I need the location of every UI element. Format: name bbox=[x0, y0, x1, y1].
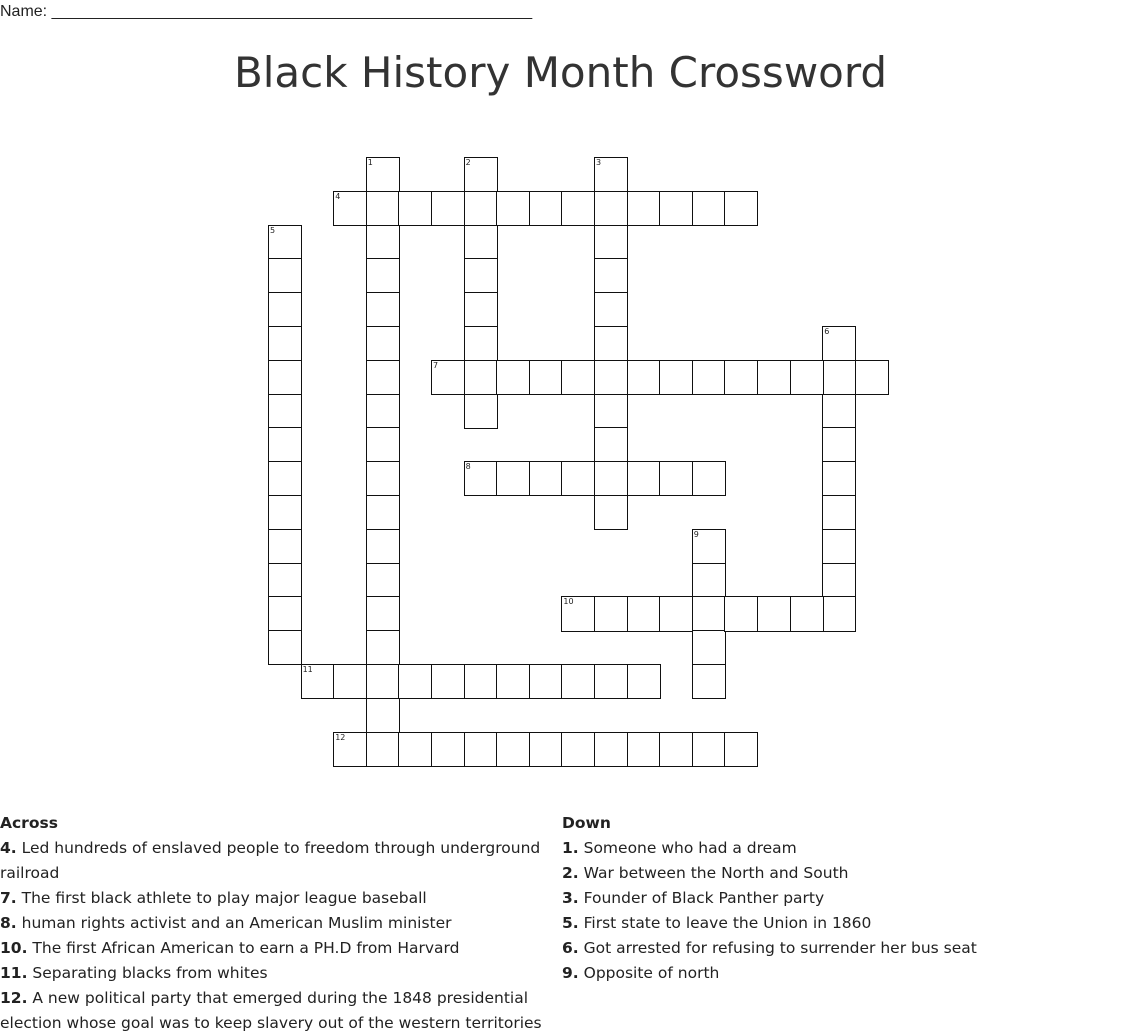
clue-number: 12. bbox=[0, 989, 28, 1007]
grid-cell[interactable] bbox=[692, 360, 726, 395]
grid-cell[interactable] bbox=[692, 529, 726, 564]
grid-cell[interactable] bbox=[496, 360, 530, 395]
grid-cell[interactable] bbox=[431, 732, 465, 767]
grid-cell[interactable] bbox=[366, 225, 400, 260]
grid-cell[interactable] bbox=[822, 596, 856, 631]
grid-cell[interactable] bbox=[496, 191, 530, 226]
grid-cell[interactable] bbox=[268, 461, 302, 496]
cell-number: 7 bbox=[433, 360, 439, 370]
grid-cell[interactable] bbox=[268, 495, 302, 530]
grid-cell[interactable] bbox=[366, 191, 400, 226]
grid-cell[interactable] bbox=[627, 191, 661, 226]
grid-cell[interactable] bbox=[692, 732, 726, 767]
grid-cell[interactable] bbox=[692, 563, 726, 598]
grid-cell[interactable] bbox=[822, 427, 856, 462]
clue-text: The first black athlete to play major league baseball bbox=[16, 889, 427, 907]
grid-cell[interactable] bbox=[822, 529, 856, 564]
grid-cell[interactable] bbox=[855, 360, 889, 395]
down-clue bbox=[562, 911, 1112, 936]
grid-cell[interactable] bbox=[464, 326, 498, 361]
grid-cell[interactable] bbox=[464, 157, 498, 192]
cell-number: 10 bbox=[563, 597, 574, 607]
grid-cell[interactable] bbox=[464, 191, 498, 226]
cell-number: 1 bbox=[367, 158, 373, 167]
grid-cell[interactable] bbox=[333, 191, 367, 226]
grid-cell[interactable] bbox=[366, 258, 400, 293]
down-header: Down bbox=[562, 814, 611, 832]
grid-cell[interactable] bbox=[594, 664, 628, 699]
grid-cell[interactable] bbox=[431, 191, 465, 226]
grid-cell[interactable] bbox=[594, 394, 628, 429]
grid-cell[interactable] bbox=[594, 326, 628, 361]
grid-cell[interactable] bbox=[366, 360, 400, 395]
clue-text: The first African American to earn a PH.D from Harvard bbox=[27, 939, 460, 957]
clue-text: Founder of Black Panther party bbox=[578, 889, 825, 907]
grid-cell[interactable] bbox=[627, 596, 661, 631]
grid-cell[interactable] bbox=[561, 596, 595, 631]
grid-cell[interactable] bbox=[659, 360, 693, 395]
clue-text: human rights activist and an American Muslim minister bbox=[16, 914, 452, 932]
grid-cell[interactable] bbox=[822, 394, 856, 429]
grid-cell[interactable] bbox=[594, 461, 628, 496]
grid-cell[interactable] bbox=[561, 461, 595, 496]
clue-number: 5. bbox=[562, 914, 579, 932]
grid-cell[interactable] bbox=[757, 360, 791, 395]
grid-cell[interactable] bbox=[594, 360, 628, 395]
clue-text: Separating blacks from whites bbox=[27, 964, 268, 982]
grid-cell[interactable] bbox=[627, 360, 661, 395]
cell-number: 2 bbox=[465, 158, 471, 167]
grid-cell[interactable] bbox=[790, 596, 824, 631]
across-clue bbox=[0, 986, 555, 1036]
grid-cell[interactable] bbox=[268, 427, 302, 462]
down-clue bbox=[562, 836, 1112, 861]
grid-cell[interactable] bbox=[366, 630, 400, 665]
grid-cell[interactable] bbox=[561, 664, 595, 699]
grid-cell[interactable] bbox=[496, 461, 530, 496]
grid-cell[interactable] bbox=[366, 664, 400, 699]
grid-cell[interactable] bbox=[529, 732, 563, 767]
grid-cell[interactable] bbox=[724, 360, 758, 395]
grid-cell[interactable] bbox=[724, 732, 758, 767]
grid-cell[interactable] bbox=[594, 191, 628, 226]
clue-text: A new political party that emerged during the 1848 presidential election whose goal was to keep slavery out of the western territories bbox=[0, 989, 542, 1032]
grid-cell[interactable] bbox=[627, 664, 661, 699]
clue-text: Led hundreds of enslaved people to freedom through underground railroad bbox=[0, 839, 541, 882]
grid-cell[interactable] bbox=[366, 732, 400, 767]
grid-cell[interactable] bbox=[268, 529, 302, 564]
grid-cell[interactable] bbox=[268, 563, 302, 598]
grid-cell[interactable] bbox=[724, 191, 758, 226]
grid-cell[interactable] bbox=[561, 360, 595, 395]
grid-cell[interactable] bbox=[464, 664, 498, 699]
down-clue bbox=[562, 936, 1112, 961]
grid-cell[interactable] bbox=[822, 461, 856, 496]
grid-cell[interactable] bbox=[659, 596, 693, 631]
grid-cell[interactable] bbox=[692, 461, 726, 496]
grid-cell[interactable] bbox=[594, 258, 628, 293]
grid-cell[interactable] bbox=[464, 394, 498, 429]
grid-cell[interactable] bbox=[366, 596, 400, 631]
grid-cell[interactable] bbox=[398, 191, 432, 226]
grid-cell[interactable] bbox=[594, 225, 628, 260]
across-clue bbox=[0, 886, 555, 911]
clue-number: 7. bbox=[0, 889, 17, 907]
down-clues bbox=[562, 811, 1112, 986]
grid-cell[interactable] bbox=[692, 630, 726, 665]
grid-cell[interactable] bbox=[301, 664, 335, 699]
clue-text: War between the North and South bbox=[578, 864, 849, 882]
clue-text: Someone who had a dream bbox=[578, 839, 797, 857]
clue-number: 6. bbox=[562, 939, 579, 957]
clue-number: 9. bbox=[562, 964, 579, 982]
cell-number: 4 bbox=[335, 191, 341, 201]
grid-cell[interactable] bbox=[594, 596, 628, 631]
grid-cell[interactable] bbox=[268, 630, 302, 665]
grid-cell[interactable] bbox=[268, 360, 302, 395]
grid-cell[interactable] bbox=[366, 563, 400, 598]
grid-cell[interactable] bbox=[692, 664, 726, 699]
grid-cell[interactable] bbox=[627, 461, 661, 496]
grid-cell[interactable] bbox=[366, 157, 400, 192]
across-clues bbox=[0, 811, 555, 1036]
grid-cell[interactable] bbox=[268, 292, 302, 327]
grid-cell[interactable] bbox=[366, 394, 400, 429]
clue-number: 11. bbox=[0, 964, 28, 982]
grid-cell[interactable] bbox=[790, 360, 824, 395]
grid-cell[interactable] bbox=[431, 664, 465, 699]
name-field[interactable]: Name: ______________________________________________________ bbox=[0, 3, 533, 20]
grid-cell[interactable] bbox=[822, 495, 856, 530]
clue-number: 2. bbox=[562, 864, 579, 882]
cell-number: 3 bbox=[596, 158, 602, 167]
grid-cell[interactable] bbox=[268, 326, 302, 361]
grid-cell[interactable] bbox=[366, 292, 400, 327]
across-clue bbox=[0, 836, 555, 886]
clue-number: 1. bbox=[562, 839, 579, 857]
grid-cell[interactable] bbox=[464, 732, 498, 767]
down-clue bbox=[562, 886, 1112, 911]
grid-cell[interactable] bbox=[464, 461, 498, 496]
grid-cell[interactable] bbox=[366, 326, 400, 361]
grid-cell[interactable] bbox=[268, 258, 302, 293]
down-clue bbox=[562, 861, 1112, 886]
grid-cell[interactable] bbox=[659, 732, 693, 767]
grid-cell[interactable] bbox=[659, 191, 693, 226]
grid-cell[interactable] bbox=[561, 732, 595, 767]
grid-cell[interactable] bbox=[757, 596, 791, 631]
cell-number: 5 bbox=[270, 225, 276, 235]
grid-cell[interactable] bbox=[692, 596, 726, 631]
clue-text: Opposite of north bbox=[578, 964, 720, 982]
grid-cell[interactable] bbox=[366, 698, 400, 733]
grid-cell[interactable] bbox=[659, 461, 693, 496]
across-clue bbox=[0, 911, 555, 936]
clue-text: First state to leave the Union in 1860 bbox=[578, 914, 872, 932]
grid-cell[interactable] bbox=[333, 732, 367, 767]
grid-cell[interactable] bbox=[366, 461, 400, 496]
grid-cell[interactable] bbox=[822, 360, 856, 395]
cell-number: 11 bbox=[302, 665, 313, 674]
grid-cell[interactable] bbox=[822, 563, 856, 598]
cell-number: 8 bbox=[465, 462, 471, 472]
grid-cell[interactable] bbox=[594, 732, 628, 767]
cell-number: 12 bbox=[335, 732, 346, 742]
grid-cell[interactable] bbox=[268, 394, 302, 429]
cell-number: 6 bbox=[824, 327, 830, 336]
grid-cell[interactable] bbox=[464, 225, 498, 260]
across-clue bbox=[0, 936, 555, 961]
grid-cell[interactable] bbox=[366, 529, 400, 564]
grid-cell[interactable] bbox=[431, 360, 465, 395]
grid-cell[interactable] bbox=[496, 732, 530, 767]
grid-cell[interactable] bbox=[268, 596, 302, 631]
clue-text: Got arrested for refusing to surrender her bus seat bbox=[578, 939, 977, 957]
grid-cell[interactable] bbox=[464, 360, 498, 395]
grid-cell[interactable] bbox=[594, 495, 628, 530]
grid-cell[interactable] bbox=[464, 292, 498, 327]
clue-number: 4. bbox=[0, 839, 17, 857]
grid-cell[interactable] bbox=[594, 427, 628, 462]
grid-cell[interactable] bbox=[529, 664, 563, 699]
grid-cell[interactable] bbox=[366, 495, 400, 530]
grid-cell[interactable] bbox=[627, 732, 661, 767]
grid-cell[interactable] bbox=[398, 664, 432, 699]
grid-cell[interactable] bbox=[594, 292, 628, 327]
grid-cell[interactable] bbox=[333, 664, 367, 699]
cell-number: 9 bbox=[693, 529, 699, 539]
grid-cell[interactable] bbox=[398, 732, 432, 767]
grid-cell[interactable] bbox=[496, 664, 530, 699]
grid-cell[interactable] bbox=[366, 427, 400, 462]
across-clue bbox=[0, 961, 555, 986]
clue-number: 10. bbox=[0, 939, 28, 957]
grid-cell[interactable] bbox=[822, 326, 856, 361]
down-clue bbox=[562, 961, 1112, 986]
grid-cell[interactable] bbox=[529, 461, 563, 496]
grid-cell[interactable] bbox=[529, 360, 563, 395]
grid-cell[interactable] bbox=[464, 258, 498, 293]
grid-cell[interactable] bbox=[724, 596, 758, 631]
clue-number: 3. bbox=[562, 889, 579, 907]
across-header: Across bbox=[0, 814, 58, 832]
grid-cell[interactable] bbox=[268, 225, 302, 260]
clue-number: 8. bbox=[0, 914, 17, 932]
grid-cell[interactable] bbox=[529, 191, 563, 226]
page-title: Black History Month Crossword bbox=[233, 48, 888, 97]
grid-cell[interactable] bbox=[561, 191, 595, 226]
grid-cell[interactable] bbox=[594, 157, 628, 192]
grid-cell[interactable] bbox=[692, 191, 726, 226]
